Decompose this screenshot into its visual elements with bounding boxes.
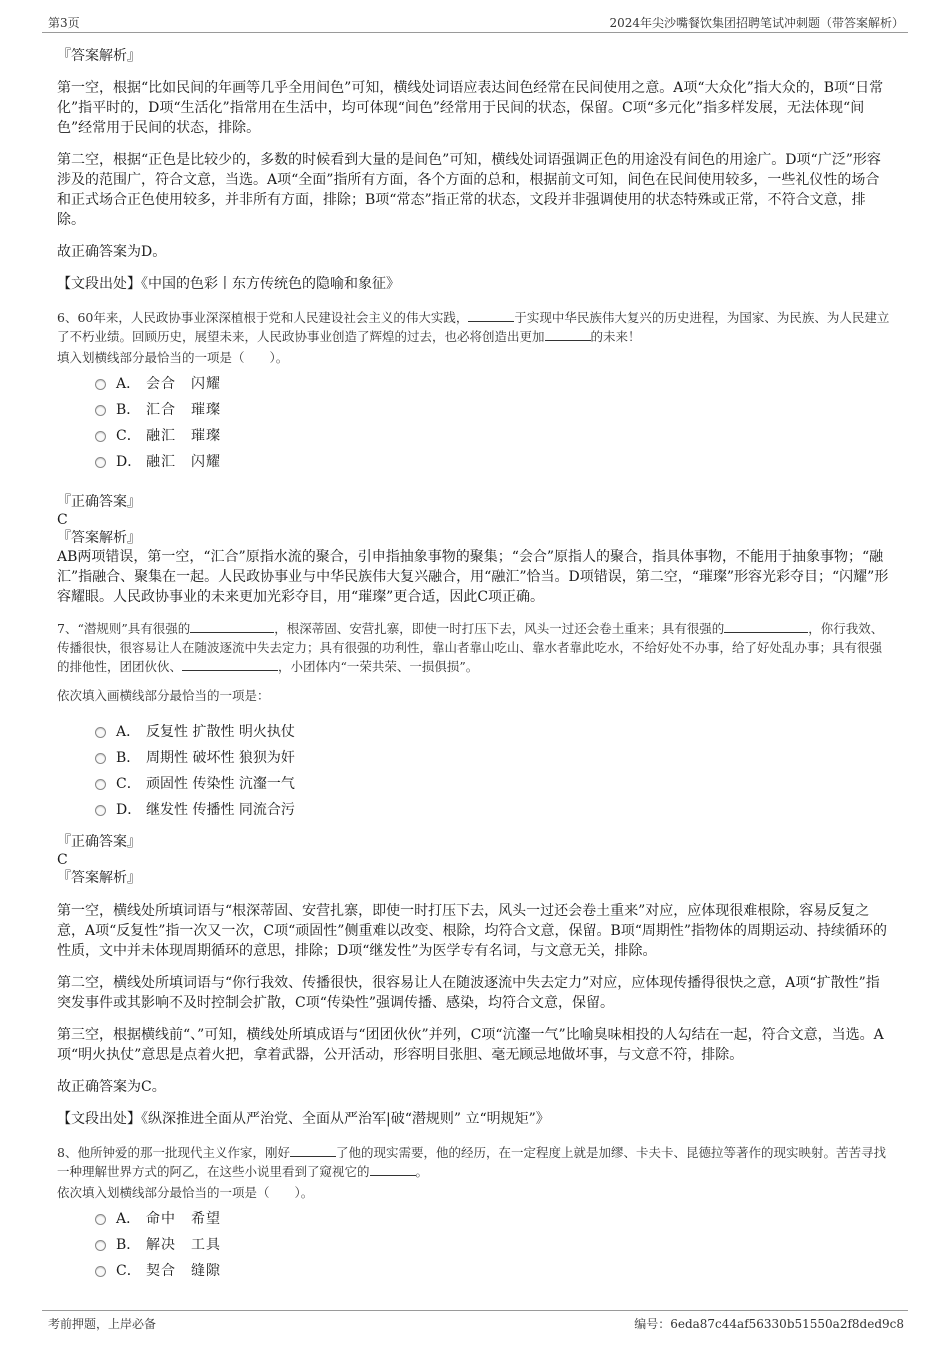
radio-icon[interactable] [95, 805, 106, 816]
q6-analysis: AB两项错误，第一空，“汇合”原指水流的聚合，引申指抽象事物的聚集；“会合”原指人的聚合，指具体事物，不能用于抽象事物；“融汇”指融合、聚集在一起。人民政协事业与中华民族伟大复兴融合，用“融汇”恰当。D项错误，第二空，“璀璨”形容光彩夺目；“闪耀”形容耀眼。人民政协事业的未来更加光彩夺目，用“璀璨”更合适，因此C项正确。 [57, 549, 889, 605]
q6-text-1: 6、60年来，人民政协事业深深植根于党和人民建设社会主义的伟大实践， [57, 310, 469, 325]
q7-analysis-label: 『答案解析』 [57, 870, 141, 886]
q6-blank-1 [468, 308, 514, 322]
option-text: 解决 工具 [146, 1237, 221, 1253]
option-letter: A． [116, 376, 141, 392]
option-text: 命中 希望 [146, 1211, 221, 1227]
q7-analysis-p1: 第一空，横线处所填词语与“根深蒂固、安营扎寨，即使一时打压下去，风头一过还会卷土重来”对应，应体现很难根除，容易反复之意，A项“反复性”指一次又一次，C项“顽固性”侧重难以改变、根除，均符合文意，保留。B项“周期性”指物体的周期运动、持续循环的性质，文中并未体现周期循环的意思，排除；D项“继发性”为医学专有名词，与文意无关，排除。 [57, 903, 888, 959]
question-6-stem [57, 308, 892, 346]
option-text: 契合 缝隙 [146, 1263, 221, 1279]
q8-blank-1 [290, 1143, 336, 1157]
q7-analysis-p3: 第三空，根据横线前“、”可知，横线处所填成语与“团团伙伙”并列，C项“沆瀣一气”比喻臭味相投的人勾结在一起，符合文意，当选。A项“明火执仗”意思是点着火把，拿着武器，公开活动，形容明目张胆、毫无顾忌地做坏事，与文意不符，排除。 [57, 1027, 884, 1063]
q6-answer-label: 『正确答案』 [57, 494, 141, 510]
radio-icon[interactable] [95, 1266, 106, 1277]
option-letter: D． [116, 454, 142, 470]
option-letter: D． [116, 802, 142, 818]
q7-option-c[interactable] [95, 771, 892, 797]
q6-text-3: 的未来！ [590, 329, 641, 344]
q6-option-a[interactable] [95, 371, 892, 397]
q7-blank-1 [190, 619, 274, 633]
q7-blank-3 [182, 657, 278, 671]
question-7-prompt: 依次填入画横线部分最恰当的一项是： [57, 688, 270, 703]
option-text: 会合 闪耀 [146, 376, 221, 392]
radio-icon[interactable] [95, 379, 106, 390]
radio-icon[interactable] [95, 1214, 106, 1225]
q6-text-2: 于实现中华民族伟大复兴的历史进程，为国家、为民族、为人民建立了不朽业绩。回顾历史，展望未来，人民政协事业创造了辉煌的过去，也必将创造出更加 [57, 310, 890, 344]
page-content [57, 40, 892, 1294]
radio-icon[interactable] [95, 753, 106, 764]
question-6-prompt: 填入划横线部分最恰当的一项是（ ）。 [57, 350, 289, 365]
option-letter: A． [116, 724, 141, 740]
q7-text-3: ，你行我效、传播很快，很容易让人在随波逐流中失去定力；具有很强的功利性，靠山者靠山吃山、靠水者靠此吃水，不给好处不办事，给了好处乱办事；具有很强的排他性，团团伙伙、 [57, 621, 884, 674]
page-number: 第3页 [48, 16, 80, 30]
radio-icon[interactable] [95, 457, 106, 468]
option-letter: C． [116, 428, 141, 444]
q6-option-d[interactable] [95, 449, 892, 475]
q8-text-1: 8、他所钟爱的那一批现代主义作家，刚好 [57, 1145, 290, 1160]
q6-answer: C [57, 512, 68, 528]
q7-option-d[interactable] [95, 797, 892, 823]
option-text: 融汇 闪耀 [146, 454, 221, 470]
option-letter: C． [116, 1263, 141, 1279]
q7-text-4: ，小团体内“一荣共荣、一损俱损”。 [278, 659, 479, 674]
page-header [42, 10, 908, 33]
prev-analysis-p1: 第一空，根据“比如民间的年画等几乎全用间色”可知，横线处词语应表达间色经常在民间使用之意。A项“大众化”指大众的，B项“日常化”指平时的，D项“生活化”指常用在生活中，均可体现“间色”经常用于民间的状态，保留。C项“多元化”指多样发展，无法体现“间色”经常用于民间的状态，排除。 [57, 80, 884, 136]
option-text: 反复性 扩散性 明火执仗 [146, 724, 295, 740]
option-letter: C． [116, 776, 141, 792]
option-letter: B． [116, 402, 141, 418]
q7-text-1: 7、“潜规则”具有很强的 [57, 621, 191, 636]
q7-answer: C [57, 852, 68, 868]
footer-slogan: 考前押题，上岸必备 [48, 1317, 157, 1331]
page-footer [42, 1310, 908, 1341]
q7-blank-2 [724, 619, 808, 633]
radio-icon[interactable] [95, 1240, 106, 1251]
question-8-prompt: 依次填入划横线部分最恰当的一项是（ ）。 [57, 1185, 314, 1200]
q8-blank-2 [370, 1162, 416, 1176]
q8-text-2: 了他的现实需要，他的经历，在一定程度上就是加缪、卡夫卡、昆德拉等著作的现实映射。苦苦寻找一种理解世界方式的阿乙，在这些小说里看到了窥视它的 [57, 1145, 886, 1179]
document-title: 2024年尖沙嘴餐饮集团招聘笔试冲刺题（带答案解析） [609, 16, 904, 30]
radio-icon[interactable] [95, 727, 106, 738]
option-letter: B． [116, 1237, 141, 1253]
q7-option-b[interactable] [95, 745, 892, 771]
q6-analysis-label: 『答案解析』 [57, 530, 141, 546]
question-8-options [95, 1206, 892, 1284]
prev-conclusion: 故正确答案为D。 [57, 244, 167, 260]
question-6-options [95, 371, 892, 475]
q6-blank-2 [545, 327, 591, 341]
document-id: 编号：6eda87c44af56330b51550a2f8ded9c8 [634, 1317, 904, 1331]
option-text: 融汇 璀璨 [146, 428, 221, 444]
q8-text-3: 。 [415, 1164, 429, 1179]
q7-text-2: ，根深蒂固、安营扎寨，即使一时打压下去，风头一过还会卷土重来；具有很强的 [274, 621, 725, 636]
question-8-stem [57, 1143, 892, 1181]
q8-option-a[interactable] [95, 1206, 892, 1232]
prev-analysis-label: 『答案解析』 [57, 48, 141, 64]
prev-source: 【文段出处】《中国的色彩丨东方传统色的隐喻和象征》 [57, 276, 400, 292]
radio-icon[interactable] [95, 431, 106, 442]
q7-conclusion: 故正确答案为C。 [57, 1079, 166, 1095]
option-letter: B． [116, 750, 141, 766]
q8-option-c[interactable] [95, 1258, 892, 1284]
option-text: 继发性 传播性 同流合污 [146, 802, 295, 818]
q6-option-b[interactable] [95, 397, 892, 423]
radio-icon[interactable] [95, 405, 106, 416]
radio-icon[interactable] [95, 779, 106, 790]
q7-answer-label: 『正确答案』 [57, 834, 141, 850]
q7-option-a[interactable] [95, 719, 892, 745]
prev-analysis-p2: 第二空，根据“正色是比较少的，多数的时候看到大量的是间色”可知，横线处词语强调正色的用途没有间色的用途广。D项“广泛”形容涉及的范围广，符合文意，当选。A项“全面”指所有方面，各个方面的总和，根据前文可知，间色在民间使用较多，一些礼仪性的场合和正式场合正色使用较多，并非所有方面，排除；B项“常态”指正常的状态，文段并非强调使用的状态特殊或正常，不符合文意，排除。 [57, 152, 881, 228]
q6-option-c[interactable] [95, 423, 892, 449]
q7-analysis-p2: 第二空，横线处所填词语与“你行我效、传播很快，很容易让人在随波逐流中失去定力”对应，应体现传播得很快之意，A项“扩散性”指突发事件或其影响不及时控制会扩散，C项“传染性”强调传播、感染，均符合文意，保留。 [57, 975, 880, 1011]
option-text: 汇合 璀璨 [146, 402, 221, 418]
option-text: 顽固性 传染性 沆瀣一气 [146, 776, 295, 792]
option-text: 周期性 破坏性 狼狈为奸 [146, 750, 295, 766]
option-letter: A． [116, 1211, 141, 1227]
question-7-options [95, 719, 892, 823]
q7-source: 【文段出处】《纵深推进全面从严治党、全面从严治军|破“潜规则” 立“明规矩”》 [57, 1111, 550, 1127]
q8-option-b[interactable] [95, 1232, 892, 1258]
question-7-stem [57, 619, 892, 676]
